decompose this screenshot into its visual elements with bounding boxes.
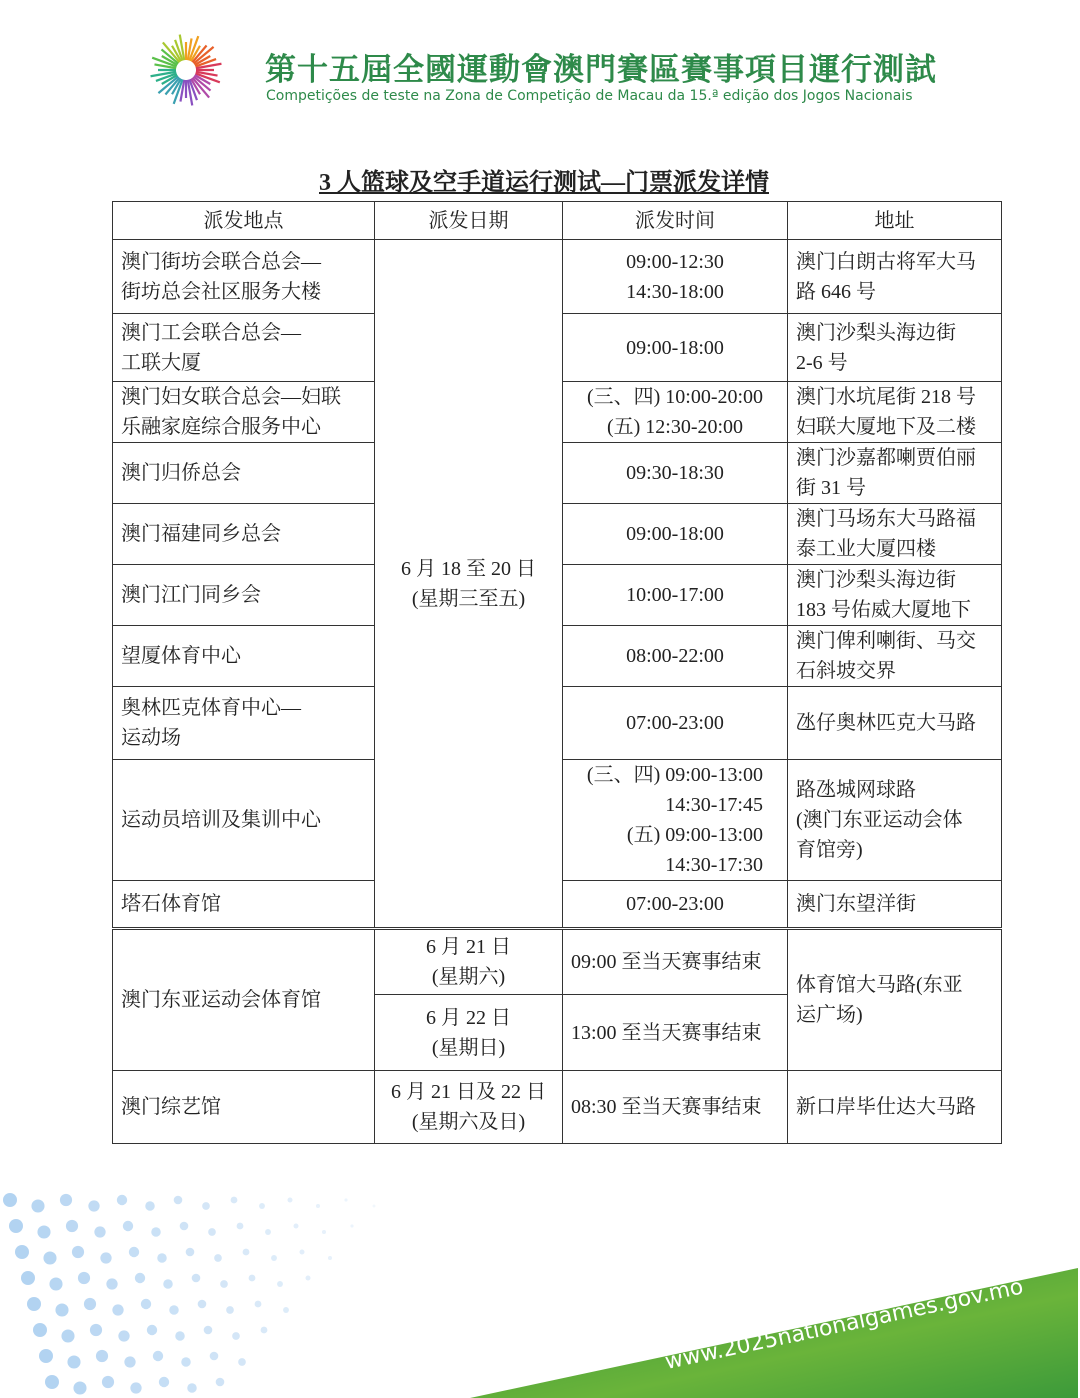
decorative-dot: [216, 1378, 225, 1387]
decorative-dot: [316, 1204, 320, 1208]
decorative-dot: [238, 1358, 246, 1366]
date-cell: 6 月 22 日 (星期日): [375, 995, 563, 1071]
decorative-dot: [180, 1222, 189, 1231]
decorative-dot: [66, 1220, 78, 1232]
decorative-dot: [265, 1229, 271, 1235]
decorative-dot: [181, 1357, 191, 1367]
address-cell: 澳门沙梨头海边街 2-6 号: [788, 314, 1002, 382]
decorative-dot: [123, 1221, 133, 1231]
location-cell: 澳门妇女联合总会—妇联 乐融家庭综合服务中心: [113, 382, 375, 443]
decorative-dot: [49, 1277, 62, 1290]
location-cell: 澳门归侨总会: [113, 443, 375, 504]
decorative-dot: [163, 1279, 173, 1289]
address-cell: 氹仔奥林匹克大马路: [788, 687, 1002, 760]
decorative-dot: [208, 1228, 216, 1236]
decorative-dot: [78, 1272, 90, 1284]
date-cell: 6 月 18 至 20 日 (星期三至五): [375, 240, 563, 929]
decorative-dot: [373, 1205, 376, 1208]
decorative-dot: [271, 1255, 277, 1261]
decorative-dot: [55, 1303, 68, 1316]
address-cell: 澳门沙梨头海边街 183 号佑威大厦地下: [788, 565, 1002, 626]
header-location: 派发地点: [113, 202, 375, 240]
date-cell: 6 月 21 日 (星期六): [375, 929, 563, 995]
location-cell: 塔石体育馆: [113, 881, 375, 929]
time-cell: 09:00-12:30 14:30-18:00: [563, 240, 788, 314]
decorative-dot: [45, 1375, 59, 1389]
address-cell: 澳门俾利喇街、马交 石斜坡交界: [788, 626, 1002, 687]
decorative-dot: [186, 1248, 195, 1257]
decorative-dot: [72, 1246, 84, 1258]
decorative-dot: [232, 1332, 240, 1340]
table-row: [113, 929, 1002, 995]
location-cell: 望厦体育中心: [113, 626, 375, 687]
decorative-dot: [306, 1276, 311, 1281]
time-cell: 07:00-23:00: [563, 881, 788, 929]
table-row: [113, 1071, 1002, 1144]
address-cell: 澳门马场东大马路福 泰工业大厦四楼: [788, 504, 1002, 565]
decorative-dot: [106, 1278, 117, 1289]
decorative-dot: [124, 1356, 135, 1367]
decorative-dot: [130, 1382, 141, 1393]
decorative-dot: [37, 1225, 50, 1238]
decorative-dot: [226, 1306, 234, 1314]
decorative-dot: [220, 1280, 228, 1288]
address-cell: 澳门东望洋街: [788, 881, 1002, 929]
decorative-dot: [145, 1201, 155, 1211]
decorative-dot: [96, 1350, 108, 1362]
decorative-dot: [157, 1253, 167, 1263]
decorative-dot: [39, 1349, 53, 1363]
time-cell: 10:00-17:00: [563, 565, 788, 626]
location-cell: 澳门工会联合总会— 工联大厦: [113, 314, 375, 382]
ticket-distribution-table: [112, 201, 1002, 1144]
decorative-dot: [288, 1198, 293, 1203]
national-games-logo: [146, 28, 232, 120]
decorative-dot: [147, 1325, 157, 1335]
header-date: 派发日期: [375, 202, 563, 240]
address-cell: 体育馆大马路(东亚 运广场): [788, 929, 1002, 1071]
footer-decoration: [0, 1150, 1080, 1398]
decorative-dot: [27, 1297, 41, 1311]
decorative-dot: [210, 1352, 219, 1361]
decorative-dot: [344, 1198, 347, 1201]
decorative-dot: [60, 1194, 72, 1206]
header-time: 派发时间: [563, 202, 788, 240]
table-header-row: [113, 202, 1002, 240]
decorative-dot: [118, 1330, 129, 1341]
time-cell: 09:30-18:30: [563, 443, 788, 504]
location-cell: 澳门街坊会联合总会— 街坊总会社区服务大楼: [113, 240, 375, 314]
decorative-dot: [117, 1195, 127, 1205]
location-cell: 奥林匹克体育中心— 运动场: [113, 687, 375, 760]
decorative-dot: [249, 1275, 256, 1282]
decorative-dot: [88, 1200, 99, 1211]
time-cell: 09:00-18:00: [563, 504, 788, 565]
decorative-dot: [214, 1254, 222, 1262]
decorative-dot: [43, 1251, 56, 1264]
address-cell: 澳门白朗古将军大马 路 646 号: [788, 240, 1002, 314]
decorative-dot: [198, 1300, 207, 1309]
decorative-dot: [67, 1355, 80, 1368]
decorative-dot: [328, 1256, 332, 1260]
address-cell: 新口岸毕仕达大马路: [788, 1071, 1002, 1144]
location-cell: 澳门江门同乡会: [113, 565, 375, 626]
location-cell: 澳门福建同乡总会: [113, 504, 375, 565]
decorative-dot: [255, 1301, 262, 1308]
decorative-dot: [277, 1281, 283, 1287]
decorative-dot: [21, 1271, 35, 1285]
decorative-dot: [102, 1376, 114, 1388]
decorative-dot: [129, 1247, 139, 1257]
decorative-dot: [90, 1324, 102, 1336]
website-url[interactable]: www.2025nationalgames.gov.mo: [662, 1274, 1026, 1375]
decorative-dot: [175, 1331, 185, 1341]
decorative-dot: [141, 1299, 151, 1309]
decorative-dot: [259, 1203, 265, 1209]
time-cell: 13:00 至当天赛事结束: [563, 995, 788, 1071]
decorative-dot: [204, 1326, 213, 1335]
time-cell: 07:00-23:00: [563, 687, 788, 760]
location-cell: 澳门综艺馆: [113, 1071, 375, 1144]
time-cell: 08:30 至当天赛事结束: [563, 1071, 788, 1144]
decorative-dot: [192, 1274, 201, 1283]
header-title-zh: 第十五屆全國運動會澳門賽區賽事項目運行測試: [265, 52, 937, 88]
decorative-dot: [174, 1196, 183, 1205]
time-cell: 08:00-22:00: [563, 626, 788, 687]
header-address: 地址: [788, 202, 1002, 240]
address-cell: 澳门沙嘉都喇贾伯丽 街 31 号: [788, 443, 1002, 504]
date-cell: 6 月 21 日及 22 日 (星期六及日): [375, 1071, 563, 1144]
decorative-dot: [61, 1329, 74, 1342]
document-title: 3 人篮球及空手道运行测试—门票派发详情: [319, 170, 769, 196]
location-cell: 澳门东亚运动会体育馆: [113, 929, 375, 1071]
address-cell: 澳门水坑尾街 218 号 妇联大厦地下及二楼: [788, 382, 1002, 443]
decorative-dot: [231, 1197, 238, 1204]
decorative-dot: [261, 1327, 268, 1334]
decorative-dot: [84, 1298, 96, 1310]
decorative-dot: [100, 1252, 111, 1263]
time-cell: (三、四) 09:00-13:00 14:30-17:45 (五) 09:00-13:00 14:30-17:30: [563, 760, 788, 881]
time-cell: (三、四) 10:00-20:00 (五) 12:30-20:00: [563, 382, 788, 443]
address-cell: 路氹城网球路 (澳门东亚运动会体 育馆旁): [788, 760, 1002, 881]
decorative-dot: [294, 1224, 299, 1229]
decorative-dot: [15, 1245, 29, 1259]
decorative-dot: [300, 1250, 305, 1255]
table-row: [113, 240, 1002, 314]
decorative-dot: [322, 1230, 326, 1234]
decorative-dot: [31, 1199, 44, 1212]
decorative-dot: [73, 1381, 86, 1394]
decorative-dot: [94, 1226, 105, 1237]
decorative-dot: [350, 1224, 353, 1227]
decorative-dot: [187, 1383, 197, 1393]
decorative-dot: [153, 1351, 163, 1361]
decorative-dot: [202, 1202, 210, 1210]
decorative-dot: [159, 1377, 169, 1387]
time-cell: 09:00-18:00: [563, 314, 788, 382]
decorative-dot: [3, 1193, 17, 1207]
decorative-dot: [283, 1307, 289, 1313]
decorative-dot: [243, 1249, 250, 1256]
decorative-dot: [169, 1305, 179, 1315]
header-title-pt: Competições de teste na Zona de Competição de Macau da 15.ª edição dos Jogos Nacionais: [266, 88, 913, 104]
location-cell: 运动员培训及集训中心: [113, 760, 375, 881]
decorative-dot: [9, 1219, 23, 1233]
decorative-dot: [33, 1323, 47, 1337]
decorative-dot: [237, 1223, 244, 1230]
decorative-dot: [135, 1273, 145, 1283]
decorative-dot: [151, 1227, 161, 1237]
time-cell: 09:00 至当天赛事结束: [563, 929, 788, 995]
decorative-dot: [112, 1304, 123, 1315]
